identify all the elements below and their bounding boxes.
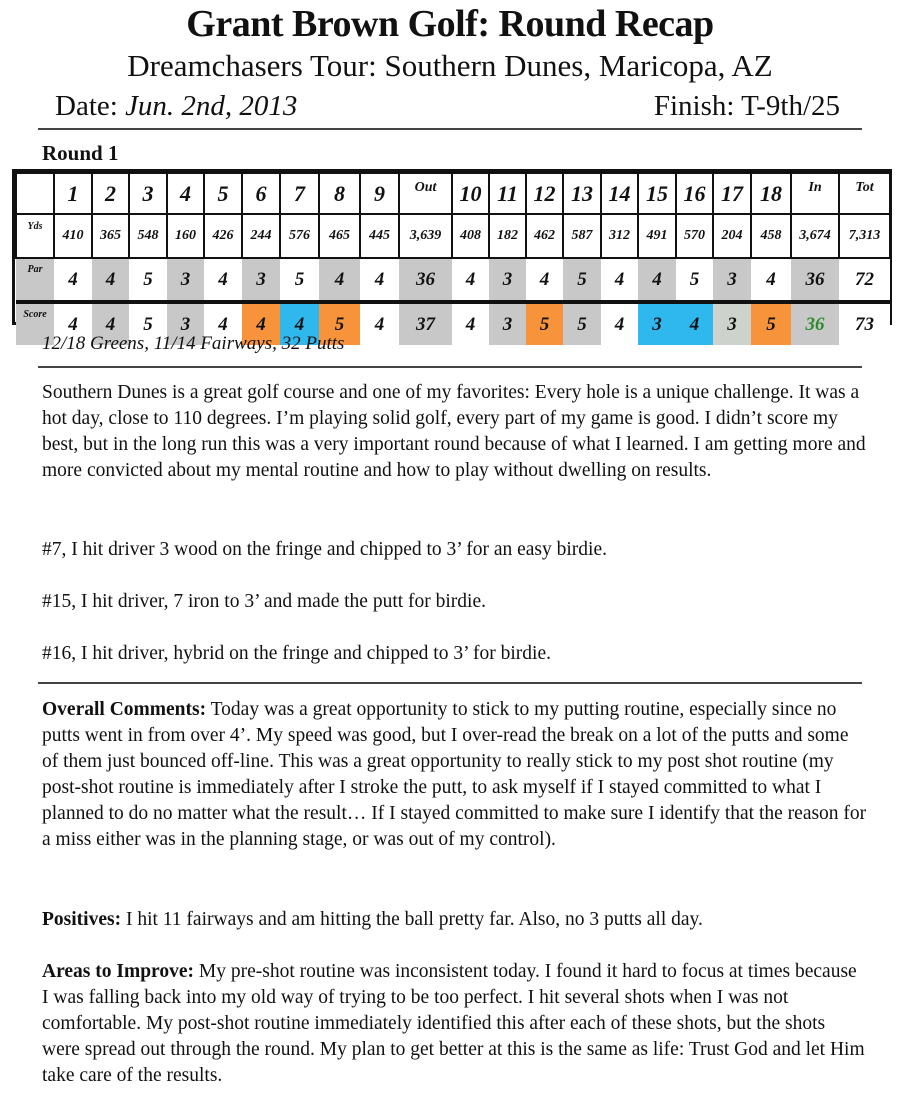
score-cell: 5 (563, 302, 601, 345)
hole-number: 6 (242, 173, 280, 214)
par-cell: 4 (638, 258, 676, 302)
score-cell: 5 (129, 302, 167, 345)
hole-number: 3 (129, 173, 167, 214)
hole-number: 4 (167, 173, 204, 214)
positives-text: I hit 11 fairways and am hitting the ball pretty far. Also, no 3 putts all day. (121, 909, 703, 930)
yardage-cell: 458 (751, 214, 791, 258)
par-cell: 4 (751, 258, 791, 302)
yardage-cell: 465 (319, 214, 360, 258)
yardage-cell: 182 (489, 214, 526, 258)
yardage-cell: 3,674 (791, 214, 839, 258)
score-cell: 4 (54, 302, 92, 345)
yardage-cell: 548 (129, 214, 167, 258)
yardage-cell: 426 (204, 214, 242, 258)
par-cell: 5 (563, 258, 601, 302)
positives (42, 907, 867, 933)
yardage-cell: 445 (360, 214, 399, 258)
score-cell: 3 (167, 302, 204, 345)
score-cell: 5 (319, 302, 360, 345)
par-cell: 3 (489, 258, 526, 302)
overall-comments-text: Today was a great opportunity to stick to my putting routine, especially since no putts went in from over 4’. My speed was good, but I over-read the break on a lot of the putts and some of them just bounced off-line. This was a great opportunity to really stick to my post shot routine (my post-shot routine is immediately after I stroke the putt, to ask myself if I stayed committed to what I planned to do no matter what the result… If I stayed committed to make sure I identify that the reason for a miss either was in the planning stage, or was out of my control). (42, 699, 867, 850)
hole-number: 2 (92, 173, 129, 214)
yardage-row (16, 214, 890, 258)
header-out: Out (399, 173, 452, 214)
hole-number: 1 (54, 173, 92, 214)
hole-number: 12 (526, 173, 563, 214)
yardage-cell: 7,313 (839, 214, 890, 258)
par-label: Par (16, 258, 54, 302)
score-cell: 37 (399, 302, 452, 345)
hole-number: 5 (204, 173, 242, 214)
divider (38, 682, 862, 684)
hole-number: 17 (713, 173, 751, 214)
round-stats: 12/18 Greens, 11/14 Fairways, 32 Putts (42, 333, 345, 354)
yardage-cell: 244 (242, 214, 280, 258)
areas-to-improve (42, 959, 867, 1089)
score-cell: 3 (638, 302, 676, 345)
score-cell: 4 (92, 302, 129, 345)
date-label: Date: (55, 90, 118, 122)
overall-comments (42, 697, 867, 853)
score-cell: 4 (280, 302, 319, 345)
hole-number: 16 (676, 173, 713, 214)
par-cell: 4 (601, 258, 638, 302)
positives-label: Positives: (42, 909, 122, 930)
yardage-cell: 160 (167, 214, 204, 258)
score-cell: 4 (676, 302, 713, 345)
score-cell: 73 (839, 302, 890, 345)
yardage-label: Yds (16, 214, 54, 258)
scorecard (12, 169, 892, 335)
divider (38, 366, 862, 368)
par-cell: 72 (839, 258, 890, 302)
header-tot: Tot (839, 173, 890, 214)
score-cell: 36 (791, 302, 839, 345)
par-cell: 4 (319, 258, 360, 302)
yardage-cell: 204 (713, 214, 751, 258)
hole-number: 7 (280, 173, 319, 214)
par-cell: 36 (399, 258, 452, 302)
hole-number: 15 (638, 173, 676, 214)
yardage-cell: 491 (638, 214, 676, 258)
par-cell: 4 (360, 258, 399, 302)
par-cell: 3 (242, 258, 280, 302)
highlight-hole-15: #15, I hit driver, 7 iron to 3’ and made the putt for birdie. (42, 591, 486, 612)
score-cell: 3 (713, 302, 751, 345)
hole-number-row (16, 173, 890, 214)
score-cell: 5 (526, 302, 563, 345)
hole-number: 11 (489, 173, 526, 214)
par-cell: 4 (526, 258, 563, 302)
par-cell: 4 (204, 258, 242, 302)
yardage-cell: 570 (676, 214, 713, 258)
par-row (16, 258, 890, 302)
overall-comments-label: Overall Comments: (42, 699, 207, 720)
highlight-hole-16: #16, I hit driver, hybrid on the fringe and chipped to 3’ for birdie. (42, 643, 551, 664)
areas-to-improve-text: My pre-shot routine was inconsistent today. I found it hard to focus at times because I was falling back into my old way of trying to be too perfect. I hit several shots when I was not comfortable. My post-shot routine immediately identified this after each of these shots, but the shots were spread out through the round. My plan to get better at this is the same as life: Trust God and let Him take care of the results. (42, 961, 865, 1086)
hole-number: 18 (751, 173, 791, 214)
yardage-cell: 576 (280, 214, 319, 258)
date (55, 90, 297, 123)
par-cell: 4 (54, 258, 92, 302)
areas-to-improve-label: Areas to Improve: (42, 961, 195, 982)
yardage-cell: 365 (92, 214, 129, 258)
hole-number: 9 (360, 173, 399, 214)
yardage-cell: 3,639 (399, 214, 452, 258)
par-cell: 4 (452, 258, 489, 302)
round-label: Round 1 (42, 141, 119, 165)
header-in: In (791, 173, 839, 214)
hole-number: 14 (601, 173, 638, 214)
par-cell: 5 (676, 258, 713, 302)
par-cell: 36 (791, 258, 839, 302)
score-cell: 4 (242, 302, 280, 345)
par-cell: 5 (129, 258, 167, 302)
date-value: Jun. 2nd, 2013 (125, 90, 298, 122)
yardage-cell: 410 (54, 214, 92, 258)
highlight-hole-7: #7, I hit driver 3 wood on the fringe and chipped to 3’ for an easy birdie. (42, 539, 607, 560)
hole-number: 10 (452, 173, 489, 214)
score-label: Score (16, 302, 54, 345)
score-cell: 3 (489, 302, 526, 345)
score-cell: 4 (452, 302, 489, 345)
score-cell: 4 (360, 302, 399, 345)
score-cell: 4 (204, 302, 242, 345)
corner-cell (16, 173, 54, 214)
par-cell: 3 (167, 258, 204, 302)
par-cell: 5 (280, 258, 319, 302)
hole-number: 8 (319, 173, 360, 214)
divider (38, 128, 862, 130)
finish: Finish: T-9th/25 (653, 90, 840, 122)
yardage-cell: 408 (452, 214, 489, 258)
par-cell: 4 (92, 258, 129, 302)
yardage-cell: 587 (563, 214, 601, 258)
score-cell: 5 (751, 302, 791, 345)
round-summary: Southern Dunes is a great golf course and one of my favorites: Every hole is a unique challenge. It was a hot day, close to 110 degrees. I’m playing solid golf, every part of my game is good. I didn’t score my best, but in the long run this was a very important round because of what I learned. I am getting more and more convicted about my mental routine and how to play without dwelling on results. (42, 382, 866, 481)
par-cell: 3 (713, 258, 751, 302)
score-cell: 4 (601, 302, 638, 345)
yardage-cell: 462 (526, 214, 563, 258)
yardage-cell: 312 (601, 214, 638, 258)
scorecard-table (15, 172, 891, 345)
page-subtitle: Dreamchasers Tour: Southern Dunes, Maricopa, AZ (127, 48, 773, 83)
hole-number: 13 (563, 173, 601, 214)
page-title: Grant Brown Golf: Round Recap (186, 3, 714, 45)
